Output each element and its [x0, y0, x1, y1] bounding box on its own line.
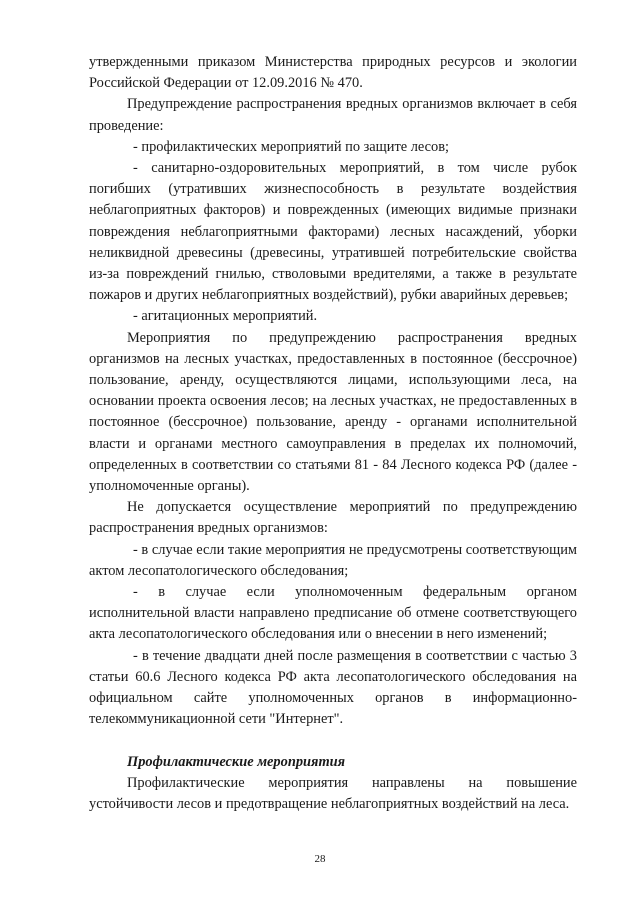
- paragraph-order-reference: утвержденными приказом Министерства природных ресурсов и экологии Российской Федерации от 12.09.2016 № 470.: [89, 54, 577, 92]
- paragraph-responsible-parties: Мероприятия по предупреждению распространения вредных организмов на лесных участках, предоставленных в постоянное (бессрочное) пользование, аренду, осуществляются лицами, использующими леса, на основании проекта освоения лесов; на лесных участках, не предоставленных в постоянное (бессрочное) пользование, аренду - органами исполнительной власти и органами местного самоуправления в пределах их полномочий, определенных в соответствии со статьями 81 - 84 Лесного кодекса РФ (далее - уполномоченные органы).: [89, 329, 577, 495]
- list-item-twenty-days: - в течение двадцати дней после размещения в соответствии с частью 3 статьи 60.6 Лесного кодекса РФ акта лесопатологического обследования на официальном сайте уполномоченных органов в информационно-телекоммуникационной сети "Интернет".: [89, 647, 577, 728]
- list-item-sanitary: - санитарно-оздоровительных мероприятий, в том числе рубок погибших (утративших жизнеспособность в результате воздействия неблагоприятных факторов) и поврежденных (имеющих видимые признаки повреждения неблагоприятными факторами) лесных насаждений, уборки неликвидной древесины (древесины, утратившей потребительские свойства из-за повреждений гнилью, стволовыми вредителями, а также в результате пожаров и других неблагоприятных воздействий), рубки аварийных деревьев;: [89, 160, 577, 304]
- section-heading: Профилактические мероприятия: [127, 753, 346, 770]
- page-number: 28: [314, 853, 326, 865]
- list-item-preventive: - профилактических мероприятий по защите лесов;: [133, 138, 450, 155]
- list-item-campaign: - агитационных мероприятий.: [133, 308, 318, 325]
- paragraph-preventive-purpose: Профилактические мероприятия направлены на повышение устойчивости лесов и предотвращение неблагоприятных воздействий на леса.: [89, 774, 577, 812]
- document-body: [89, 52, 577, 815]
- list-item-cancellation-order: - в случае если уполномоченным федеральным органом исполнительной власти направлено предписание об отмене соответствующего акта лесопатологического обследования или о внесении в него изменений;: [89, 584, 577, 643]
- paragraph-prohibition-intro: Не допускается осуществление мероприятий по предупреждению распространения вредных организмов:: [89, 499, 577, 537]
- list-item-not-provided: - в случае если такие мероприятия не предусмотрены соответствующим актом лесопатологического обследования;: [89, 541, 577, 579]
- paragraph-prevention-intro: Предупреждение распространения вредных организмов включает в себя проведение:: [89, 96, 577, 134]
